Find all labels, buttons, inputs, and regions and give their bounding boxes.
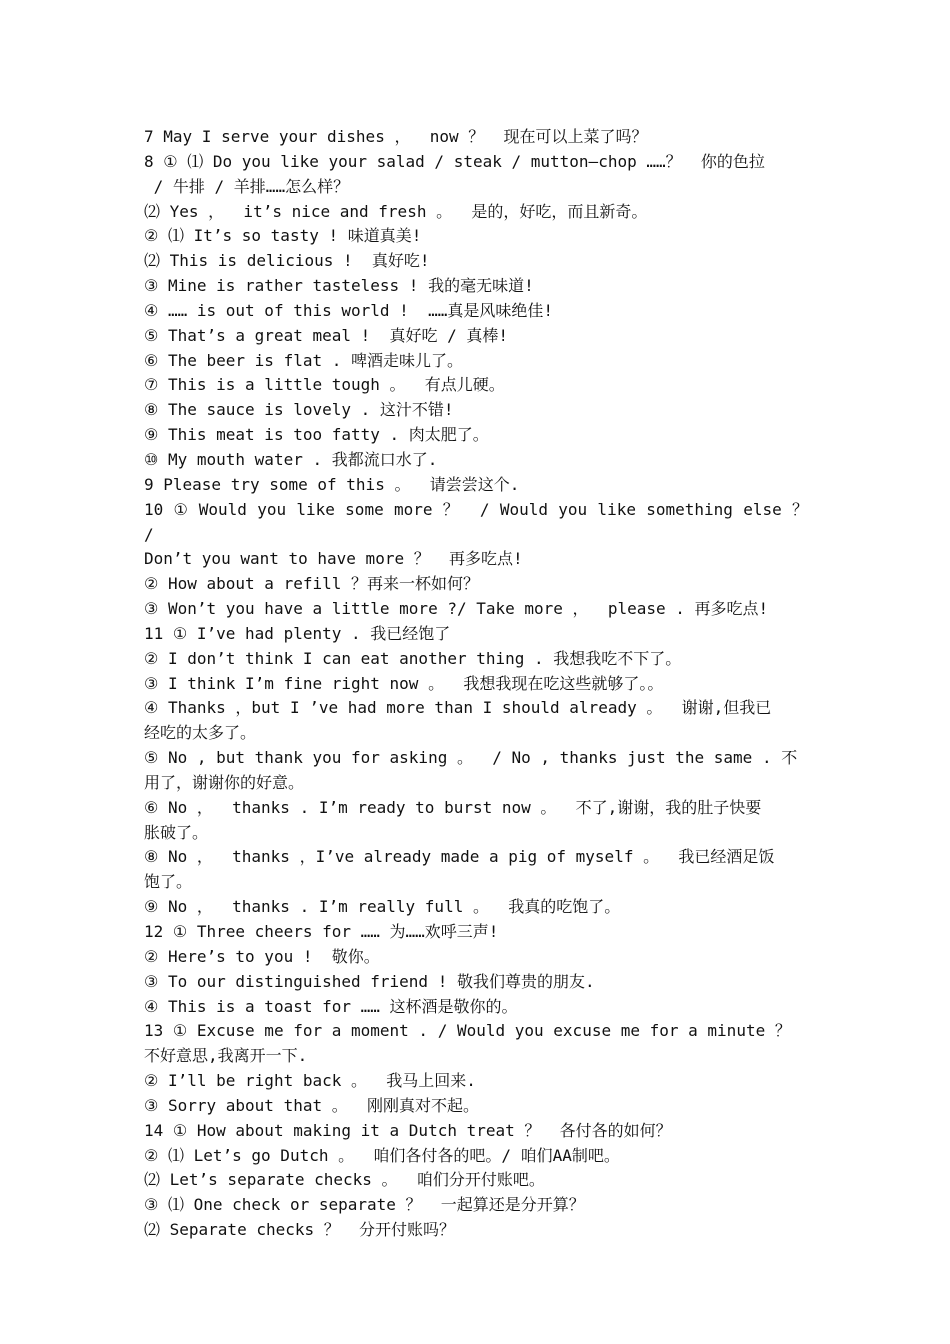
text-line: ② ⑴ Let’s go Dutch 。 咱们各付各的吧。/ 咱们AA制吧。 <box>144 1145 620 1165</box>
text-line: 10 ① Would you like some more ？ / Would you like something else ？ / <box>144 499 818 544</box>
text-line: 12 ① Three cheers for …… 为……欢呼三声! <box>144 922 499 941</box>
text-line: ⑩ My mouth water . 我都流口水了. <box>144 449 438 469</box>
text-line: ③ To our distinguished friend ! 敬我们尊贵的朋友. <box>144 971 595 991</box>
text-line: ⑵ This is delicious ! 真好吃! <box>144 251 430 271</box>
text-line: ④ Thanks ，but I ’ve had more than I should already 。 谢谢,但我已 <box>144 698 772 718</box>
text-line: ③ Mine is rather tasteless ! 我的毫无味道! <box>144 276 534 296</box>
text-line: ⑵ Separate checks ？ 分开付账吗？ <box>144 1220 456 1240</box>
text-line: ③ I think I’m fine right now 。 我想我现在吃这些就够了。。 <box>144 673 664 693</box>
text-line: ④ …… is out of this world ! ……真是风味绝佳! <box>144 300 553 320</box>
text-line: ⑧ No ， thanks ，I’ve already made a pig of myself 。 我已经酒足饭 <box>144 847 775 867</box>
text-line: ② ⑴ It’s so tasty ! 味道真美! <box>144 226 422 246</box>
text-line: ③ Won’t you have a little more ?/ Take more ， please . 再多吃点! <box>144 599 769 619</box>
text-line: ⑤ That’s a great meal ! 真好吃 / 真棒! <box>144 325 509 345</box>
text-line: 用了，谢谢你的好意。 <box>144 772 305 792</box>
text-line: ⑤ No , but thank you for asking 。 / No , thanks just the same . 不 <box>144 748 798 768</box>
text-line: ② How about a refill ？再来一杯如何？ <box>144 574 480 594</box>
text-line: 11 ① I’ve had plenty . 我已经饱了 <box>144 623 451 643</box>
text-line: ⑵ Let’s separate checks 。 咱们分开付账吧。 <box>144 1170 545 1190</box>
text-line: Don’t you want to have more ？ 再多吃点! <box>144 549 523 569</box>
text-line: ③ ⑴ One check or separate ？ 一起算还是分开算？ <box>144 1195 585 1215</box>
text-line: ⑨ No ， thanks . I’m really full 。 我真的吃饱了。 <box>144 897 621 917</box>
text-line: ⑵ Yes ， it’s nice and fresh 。 是的，好吃，而且新奇。 <box>144 201 648 221</box>
text-line: 经吃的太多了。 <box>144 723 257 743</box>
text-line: 14 ① How about making it a Dutch treat ？ 各付各的如何？ <box>144 1120 672 1140</box>
text-line: 饱了。 <box>144 872 193 892</box>
text-line: 不好意思,我离开一下. <box>144 1046 308 1066</box>
text-line: 胀破了。 <box>144 822 209 842</box>
text-line: ⑦ This is a little tough 。 有点儿硬。 <box>144 375 505 395</box>
text-line: 13 ① Excuse me for a moment . / Would you excuse me for a minute ？ <box>144 1021 791 1041</box>
text-line: / 牛排 / 羊排……怎么样？ <box>144 176 350 196</box>
text-line: ④ This is a toast for …… 这杯酒是敬你的。 <box>144 996 518 1016</box>
text-line: 7 May I serve your dishes ， now ？ 现在可以上菜了吗？ <box>144 127 648 146</box>
document-body <box>144 125 818 1243</box>
text-line: 9 Please try some of this 。 请尝尝这个. <box>144 474 520 494</box>
text-line: ⑥ No ， thanks . I’m ready to burst now 。 不了,谢谢，我的肚子快要 <box>144 797 762 817</box>
text-line: ② Here’s to you ! 敬你。 <box>144 946 380 966</box>
text-line: ⑥ The beer is flat . 啤酒走味儿了。 <box>144 350 464 370</box>
text-line: ② I’ll be right back 。 我马上回来. <box>144 1071 476 1091</box>
text-line: 8 ① ⑴ Do you like your salad / steak / mutton—chop ……？ 你的色拉 <box>144 151 765 171</box>
text-line: ③ Sorry about that 。 刚刚真对不起。 <box>144 1095 480 1115</box>
text-line: ⑨ This meat is too fatty . 肉太肥了。 <box>144 425 489 445</box>
text-line: ⑧ The sauce is lovely . 这汁不错! <box>144 400 454 420</box>
text-line: ② I don’t think I can eat another thing . 我想我吃不下了。 <box>144 648 682 668</box>
